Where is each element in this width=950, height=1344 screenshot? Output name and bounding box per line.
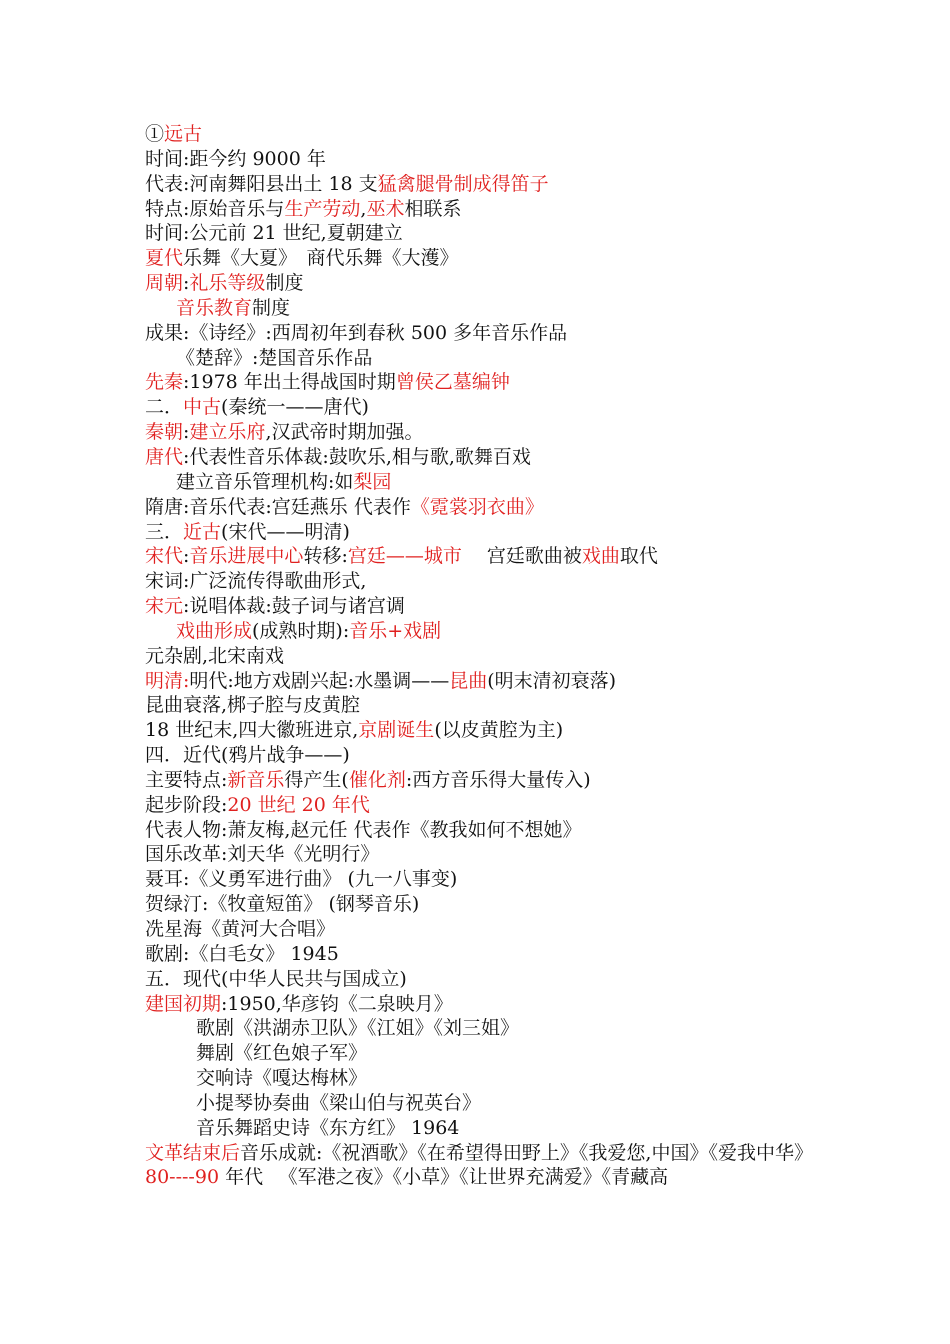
text-segment: 取代 bbox=[619, 545, 658, 568]
text-line bbox=[145, 818, 825, 843]
highlighted-text: 夏代 bbox=[145, 247, 184, 270]
highlighted-text: 猛禽腿骨制成得笛子 bbox=[377, 172, 549, 195]
text-line bbox=[145, 867, 825, 892]
text-segment: 制度 bbox=[265, 272, 304, 295]
text-segment: 时间:距今约 9000 年 bbox=[145, 147, 326, 170]
text-segment: 聂耳:《义勇军进行曲》 (九一八事变) bbox=[145, 868, 458, 891]
highlighted-text: 催化剂 bbox=[348, 768, 406, 791]
text-line bbox=[145, 246, 825, 271]
highlighted-text: 建国初期 bbox=[145, 992, 222, 1015]
highlighted-text: 宫廷——城市 bbox=[347, 545, 462, 568]
highlighted-text: 音乐进展中心 bbox=[189, 545, 304, 568]
text-segment: 建立音乐管理机构:如 bbox=[176, 470, 354, 493]
highlighted-text: 昆曲 bbox=[449, 669, 488, 692]
text-segment: 宋词:广泛流传得歌曲形式, bbox=[145, 570, 367, 593]
text-segment: 三． bbox=[145, 520, 184, 543]
text-segment: 相联系 bbox=[404, 197, 462, 220]
text-line bbox=[145, 470, 825, 495]
highlighted-text: 80----90 bbox=[145, 1166, 220, 1189]
text-line bbox=[145, 743, 825, 768]
highlighted-text: 宋元 bbox=[145, 595, 184, 618]
highlighted-text: 明清: bbox=[145, 669, 190, 692]
highlighted-text: 生产劳动 bbox=[284, 197, 361, 220]
highlighted-text: 文革结束后 bbox=[145, 1141, 241, 1164]
text-line bbox=[145, 718, 825, 743]
text-segment: (秦统一——唐代) bbox=[221, 396, 369, 419]
text-segment: (宋代——明清) bbox=[221, 520, 350, 543]
highlighted-text: 戏曲 bbox=[581, 545, 620, 568]
text-line bbox=[145, 370, 825, 395]
text-line bbox=[145, 296, 825, 321]
text-segment: :说唱体裁:鼓子词与诸宫调 bbox=[183, 595, 405, 618]
highlighted-text: 建立乐府 bbox=[189, 421, 266, 444]
text-line bbox=[145, 594, 825, 619]
highlighted-text: 20 世纪 20 年代 bbox=[227, 793, 370, 816]
highlighted-text: 音乐+戏剧 bbox=[349, 619, 442, 642]
text-line bbox=[145, 1165, 825, 1190]
text-line bbox=[145, 569, 825, 594]
text-segment: 二． bbox=[145, 396, 184, 419]
highlighted-text: 曾侯乙墓编钟 bbox=[395, 371, 510, 394]
text-line bbox=[145, 992, 825, 1017]
text-segment: 音乐成就:《祝酒歌》《在希望得田野上》《我爱您,中国》《爱我中华》 bbox=[240, 1141, 813, 1164]
text-segment: 元杂剧,北宋南戏 bbox=[145, 644, 285, 667]
text-line bbox=[145, 917, 825, 942]
text-segment: :1978 年出土得战国时期 bbox=[183, 371, 396, 394]
text-segment: 宫廷歌曲被 bbox=[461, 545, 582, 568]
text-line bbox=[145, 321, 825, 346]
text-segment: 国乐改革:刘天华《光明行》 bbox=[145, 843, 380, 866]
highlighted-text: 音乐教育 bbox=[176, 296, 253, 319]
text-segment: : bbox=[183, 545, 190, 568]
text-line bbox=[145, 1116, 825, 1141]
text-line bbox=[145, 1091, 825, 1116]
text-segment: 五．现代(中华人民共与国成立) bbox=[145, 967, 407, 990]
text-segment: :代表性音乐体裁:鼓吹乐,相与歌,歌舞百戏 bbox=[183, 445, 531, 468]
text-line bbox=[145, 147, 825, 172]
text-line bbox=[145, 122, 825, 147]
text-line bbox=[145, 1141, 825, 1166]
highlighted-text: 宋代 bbox=[145, 545, 184, 568]
highlighted-text: 先秦 bbox=[145, 371, 184, 394]
text-segment: 乐舞《大夏》 商代乐舞《大濩》 bbox=[183, 247, 459, 270]
text-segment: 舞剧《红色娘子军》 bbox=[196, 1042, 368, 1065]
text-line bbox=[145, 420, 825, 445]
text-line bbox=[145, 221, 825, 246]
text-line bbox=[145, 693, 825, 718]
text-line bbox=[145, 768, 825, 793]
highlighted-text: 京剧诞生 bbox=[358, 719, 435, 742]
text-segment: ,汉武帝时期加强。 bbox=[265, 421, 424, 444]
text-segment: 制度 bbox=[252, 296, 291, 319]
text-segment: 贺绿汀:《牧童短笛》 (钢琴音乐) bbox=[145, 893, 420, 916]
text-segment: (成熟时期): bbox=[252, 619, 350, 642]
text-line bbox=[145, 942, 825, 967]
text-segment: (以皮黄腔为主) bbox=[434, 719, 564, 742]
text-segment: 转移: bbox=[303, 545, 348, 568]
text-segment: 歌剧:《白毛女》 1945 bbox=[145, 942, 339, 965]
highlighted-text: 礼乐等级 bbox=[189, 272, 266, 295]
text-line bbox=[145, 892, 825, 917]
highlighted-text: 戏曲形成 bbox=[176, 619, 253, 642]
text-segment: , bbox=[360, 197, 367, 220]
text-segment: 得产生( bbox=[284, 768, 349, 791]
highlighted-text: 中古 bbox=[183, 396, 222, 419]
text-segment: (明末清初衰落) bbox=[487, 669, 617, 692]
text-line bbox=[145, 793, 825, 818]
text-segment: 昆曲衰落,梆子腔与皮黄腔 bbox=[145, 694, 361, 717]
document-body bbox=[145, 122, 825, 1190]
text-line bbox=[145, 395, 825, 420]
text-segment: 音乐舞蹈史诗《东方红》 1964 bbox=[196, 1116, 460, 1139]
text-line bbox=[145, 967, 825, 992]
highlighted-text: 近古 bbox=[183, 520, 222, 543]
text-segment: 主要特点: bbox=[145, 768, 228, 791]
text-segment: 四．近代(鸦片战争——) bbox=[145, 744, 350, 767]
highlighted-text: 周朝 bbox=[145, 272, 184, 295]
text-line bbox=[145, 1066, 825, 1091]
text-segment: 冼星海《黄河大合唱》 bbox=[145, 918, 336, 940]
text-segment: 18 世纪末,四大徽班进京, bbox=[145, 719, 359, 742]
highlighted-text: 远古 bbox=[164, 123, 203, 145]
text-segment: 年代 《军港之夜》《小草》《让世界充满爱》《青藏高 bbox=[219, 1166, 669, 1189]
text-segment: 特点:原始音乐与 bbox=[145, 197, 285, 220]
text-segment: 歌剧《洪湖赤卫队》《江姐》《刘三姐》 bbox=[196, 1017, 520, 1040]
text-line bbox=[145, 495, 825, 520]
text-line bbox=[145, 669, 825, 694]
text-line bbox=[145, 1041, 825, 1066]
highlighted-text: 梨园 bbox=[353, 470, 392, 493]
text-line bbox=[145, 271, 825, 296]
text-segment: 成果:《诗经》:西周初年到春秋 500 多年音乐作品 bbox=[145, 321, 568, 344]
text-line bbox=[145, 172, 825, 197]
text-segment: 代表人物:萧友梅,赵元任 代表作《教我如何不想她》 bbox=[145, 818, 582, 841]
text-line bbox=[145, 842, 825, 867]
highlighted-text: 巫术 bbox=[366, 197, 405, 220]
text-segment: 隋唐:音乐代表:宫廷燕乐 代表作 bbox=[145, 495, 411, 518]
highlighted-text: 新音乐 bbox=[227, 768, 285, 791]
text-line bbox=[145, 520, 825, 545]
text-segment: ① bbox=[145, 123, 165, 145]
text-line bbox=[145, 445, 825, 470]
text-segment: 《楚辞》:楚国音乐作品 bbox=[176, 346, 373, 369]
highlighted-text: 唐代 bbox=[145, 445, 184, 468]
text-line bbox=[145, 1016, 825, 1041]
text-segment: 明代:地方戏剧兴起:水墨调—— bbox=[189, 669, 450, 692]
text-segment: :西方音乐得大量传入) bbox=[405, 768, 591, 791]
text-segment: :1950,华彦钧《二泉映月》 bbox=[221, 992, 453, 1015]
highlighted-text: 《霓裳羽衣曲》 bbox=[410, 495, 544, 518]
text-segment: 时间:公元前 21 世纪,夏朝建立 bbox=[145, 222, 403, 245]
text-segment: 小提琴协奏曲《梁山伯与祝英台》 bbox=[196, 1091, 482, 1114]
text-segment: : bbox=[183, 272, 190, 295]
text-segment: : bbox=[183, 421, 190, 444]
text-segment: 交响诗《嘎达梅林》 bbox=[196, 1067, 368, 1090]
highlighted-text: 秦朝 bbox=[145, 421, 184, 444]
text-segment: 代表:河南舞阳县出土 18 支 bbox=[145, 172, 378, 195]
text-line bbox=[145, 619, 825, 644]
text-line bbox=[145, 544, 825, 569]
text-line bbox=[145, 346, 825, 371]
text-line bbox=[145, 197, 825, 222]
text-line bbox=[145, 644, 825, 669]
text-segment: 起步阶段: bbox=[145, 793, 228, 816]
